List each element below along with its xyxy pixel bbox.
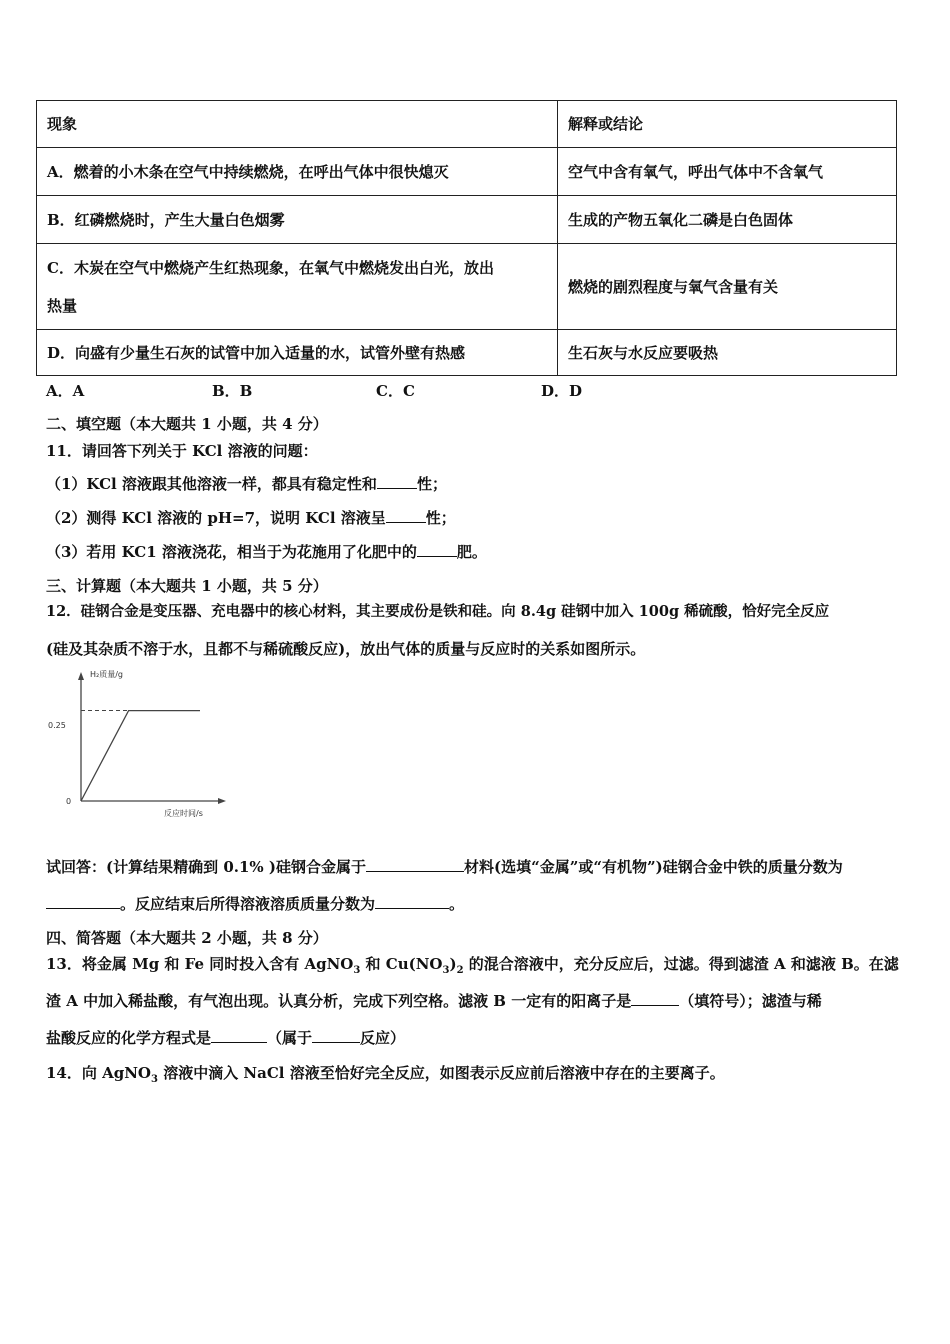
- answer-blank[interactable]: [366, 857, 464, 872]
- series-line-h2: [81, 711, 200, 801]
- q11-part1-text: （1）KCl 溶液跟其他溶液一样，都具有稳定性和: [46, 475, 377, 493]
- phenomenon-line: C．木炭在空气中燃烧产生红热现象，在氧气中燃烧发出白光，放出: [47, 258, 494, 277]
- option-a: A．A: [46, 382, 85, 400]
- section-heading: 二、填空题（本大题共 1 小题，共 4 分）: [46, 415, 328, 433]
- phenomenon-line: 热量: [47, 296, 78, 315]
- question-13-line: [46, 953, 899, 976]
- phenomenon-cell: B．红磷燃烧时，产生大量白色烟雾: [37, 196, 558, 244]
- q13-text: ): [449, 955, 457, 973]
- x-axis-label: 反应时间/s: [164, 809, 203, 818]
- q11-part2: [46, 507, 456, 528]
- q14-text: 溶液中滴入 NaCl 溶液至恰好完全反应，如图表示反应前后溶液中存在的主要离子。: [157, 1064, 725, 1082]
- q13-text: 盐酸反应的化学方程式是: [46, 1029, 212, 1047]
- phenomenon-cell: A．燃着的小木条在空气中持续燃烧，在呼出气体中很快熄灭: [37, 148, 558, 196]
- q11-part2-text: （2）测得 KCl 溶液的 pH=7，说明 KCl 溶液呈: [46, 509, 386, 527]
- section-heading: 三、计算题（本大题共 1 小题，共 5 分）: [46, 577, 328, 595]
- q11-part2-end: 性；: [425, 509, 456, 527]
- ask-text: 材料(选填“金属”或“有机物”)硅钢合金中铁的质量分数为: [464, 858, 843, 876]
- table-row: [37, 244, 897, 330]
- conclusion-cell: 生成的产物五氧化二磷是白色固体: [558, 196, 897, 244]
- answer-blank[interactable]: [46, 894, 120, 909]
- question-14: [46, 1062, 725, 1085]
- table-row: [37, 196, 897, 244]
- q13-text: 的混合溶液中，充分反应后，过滤。得到滤渣 A 和滤液 B。在滤: [463, 955, 899, 973]
- q13-text: 反应）: [360, 1029, 406, 1047]
- answer-blank[interactable]: [312, 1028, 360, 1043]
- question-12-ask-2: [46, 893, 464, 914]
- table-header-cell: 现象: [37, 101, 558, 148]
- q13-text: 和 Cu(NO: [360, 955, 443, 973]
- ask-text: 试回答：(计算结果精确到 0.1% )硅钢合金属于: [46, 858, 366, 876]
- question-13-line: [46, 1027, 405, 1048]
- answer-blank[interactable]: [377, 474, 417, 489]
- q13-text: 13．将金属 Mg 和 Fe 同时投入含有 AgNO: [46, 955, 354, 973]
- question-12-line: (硅及其杂质不溶于水，且都不与稀硫酸反应)，放出气体的质量与反应时的关系如图所示。: [46, 640, 646, 658]
- q14-text: 14．向 AgNO: [46, 1064, 152, 1082]
- q11-part1-end: 性；: [416, 475, 447, 493]
- ask-text: 。: [449, 895, 465, 913]
- conclusion-cell: 生石灰与水反应要吸热: [558, 330, 897, 376]
- question-table: [36, 100, 897, 376]
- phenomenon-cell: [37, 244, 558, 330]
- q13-text: （属于: [267, 1029, 313, 1047]
- question-12-line: 12．硅钢合金是变压器、充电器中的核心材料，其主要成份是铁和硅。向 8.4g 硅钢中加入 100g 稀硫酸，恰好完全反应: [46, 603, 830, 620]
- q11-part3-text: （3）若用 KC1 溶液浇花，相当于为花施用了化肥中的: [46, 543, 417, 561]
- subscript: 2: [456, 965, 464, 976]
- phenomenon-cell: D．向盛有少量生石灰的试管中加入适量的水，试管外壁有热感: [37, 330, 558, 376]
- answer-blank[interactable]: [375, 894, 449, 909]
- q13-text: （填符号）；滤渣与稀: [679, 992, 822, 1010]
- q11-part3-end: 肥。: [456, 543, 487, 561]
- x-axis-arrow: [218, 798, 226, 804]
- q11-part1: [46, 473, 447, 494]
- y-axis-arrow: [78, 672, 84, 680]
- table-header-cell: 解释或结论: [558, 101, 897, 148]
- subscript: 3: [442, 965, 450, 976]
- question-11: 11．请回答下列关于 KCl 溶液的问题：: [46, 442, 318, 460]
- answer-blank[interactable]: [631, 991, 679, 1006]
- ask-text: 。反应结束后所得溶液溶质质量分数为: [120, 895, 376, 913]
- section-heading: 四、简答题（本大题共 2 小题，共 8 分）: [46, 929, 328, 947]
- answer-blank[interactable]: [386, 508, 426, 523]
- q11-part3: [46, 541, 487, 562]
- option-c: C．C: [376, 382, 415, 400]
- hydrogen-mass-chart: [44, 666, 244, 826]
- y-axis-label: H₂质量/g: [90, 670, 123, 679]
- subscript: 3: [151, 1074, 158, 1085]
- table-row: [37, 148, 897, 196]
- y-tick-label: 0.25: [48, 721, 66, 730]
- subscript: 3: [353, 965, 361, 976]
- question-12-ask: [46, 856, 843, 877]
- conclusion-cell: 燃烧的剧烈程度与氧气含量有关: [558, 244, 897, 330]
- conclusion-cell: 空气中含有氧气，呼出气体中不含氧气: [558, 148, 897, 196]
- option-b: B．B: [212, 382, 253, 400]
- answer-blank[interactable]: [417, 542, 457, 557]
- answer-blank[interactable]: [211, 1028, 267, 1043]
- origin-label: 0: [66, 797, 72, 806]
- q13-text: 渣 A 中加入稀盐酸，有气泡出现。认真分析，完成下列空格。滤液 B 一定有的阳离子是: [46, 992, 632, 1010]
- option-d: D．D: [541, 382, 583, 400]
- question-13-line: [46, 990, 822, 1011]
- table-row: [37, 330, 897, 376]
- table-header-row: [37, 101, 897, 148]
